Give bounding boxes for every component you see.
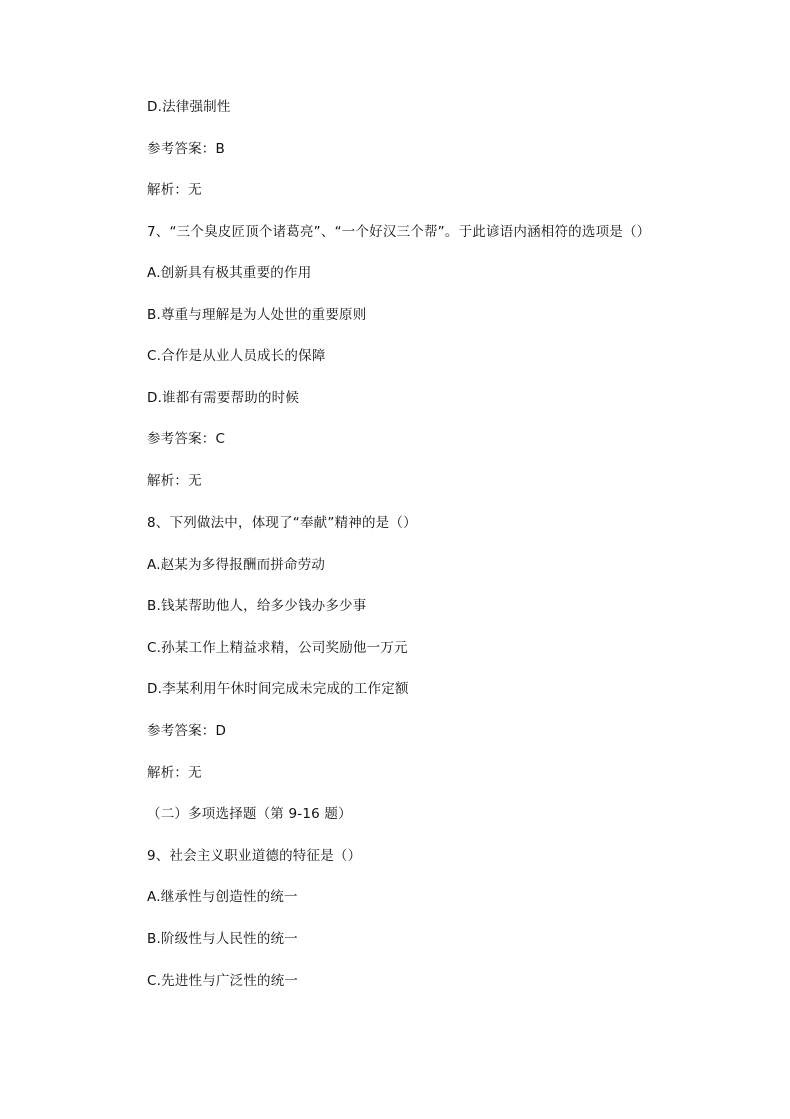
q7-answer: 参考答案：C xyxy=(147,431,226,447)
q8-option-b: B.钱某帮助他人，给多少钱办多少事 xyxy=(147,598,367,614)
q7-option-c: C.合作是从业人员成长的保障 xyxy=(147,348,326,364)
q9-option-c: C.先进性与广泛性的统一 xyxy=(147,973,299,989)
q9-option-b: B.阶级性与人民性的统一 xyxy=(147,931,298,947)
section-heading: （二）多项选择题（第 9-16 题） xyxy=(147,806,352,822)
q7-option-b: B.尊重与理解是为人处世的重要原则 xyxy=(147,307,367,323)
q8-option-c: C.孙某工作上精益求精，公司奖励他一万元 xyxy=(147,640,408,656)
q8-option-d: D.李某利用午休时间完成未完成的工作定额 xyxy=(147,681,409,697)
q6-option-d: D.法律强制性 xyxy=(147,99,231,115)
q8-analysis: 解析：无 xyxy=(147,765,202,781)
q6-answer: 参考答案：B xyxy=(147,141,225,157)
q7-question: 7、“三个臭皮匠顶个诸葛亮”、“一个好汉三个帮”。于此谚语内涵相符的选项是（） xyxy=(147,224,651,240)
q8-answer: 参考答案：D xyxy=(147,723,227,739)
q9-option-a: A.继承性与创造性的统一 xyxy=(147,889,298,905)
q9-question: 9、社会主义职业道德的特征是（） xyxy=(147,848,362,864)
q6-analysis: 解析：无 xyxy=(147,182,202,198)
q7-option-a: A.创新具有极其重要的作用 xyxy=(147,265,312,281)
q7-option-d: D.谁都有需要帮助的时候 xyxy=(147,390,300,406)
q8-option-a: A.赵某为多得报酬而拼命劳动 xyxy=(147,557,326,573)
q8-question: 8、下列做法中，体现了“奉献”精神的是（） xyxy=(147,515,417,531)
q7-analysis: 解析：无 xyxy=(147,473,202,489)
